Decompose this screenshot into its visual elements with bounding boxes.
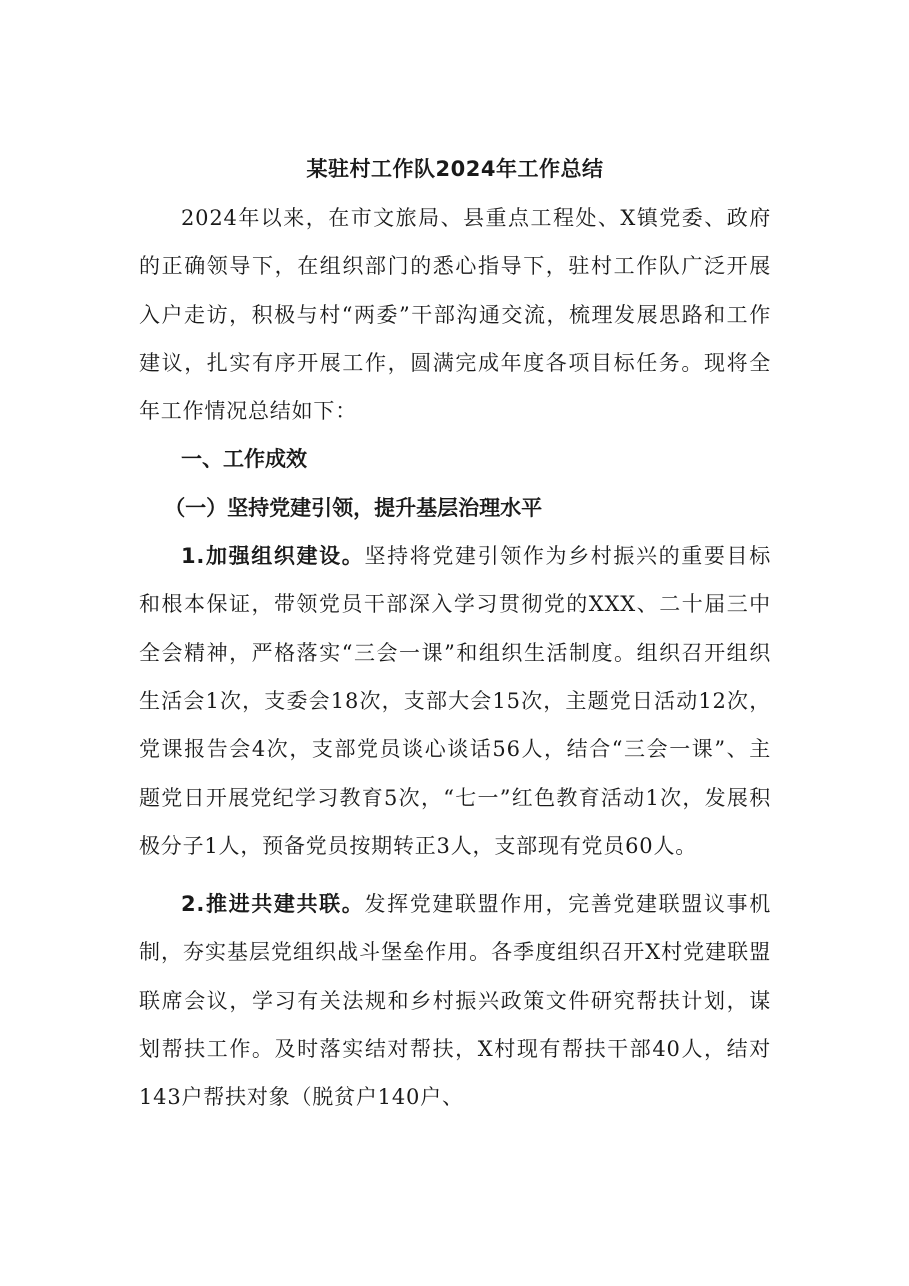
item-text: 坚持将党建引领作为乡村振兴的重要目标和根本保证，带领党员干部深入学习贯彻党的XXX、二十届三中全会精神，严格落实“三会一课”和组织生活制度。组织召开组织生活会1次，支委会18次，支部大会15次，主题党日活动12次，党课报告会4次，支部党员谈心谈话56人，结合“三会一课”、主题党日开展党纪学习教育5次，“七一”红色教育活动1次，发展积极分子1人，预备党员按期转正3人，支部现有党员60人。: [139, 544, 771, 858]
item-text: 发挥党建联盟作用，完善党建联盟议事机制，夯实基层党组织战斗堡垒作用。各季度组织召开X村党建联盟联席会议，学习有关法规和乡村振兴政策文件研究帮扶计划，谋划帮扶工作。及时落实结对帮扶，X村现有帮扶干部40人，结对143户帮扶对象（脱贫户140户、: [139, 892, 771, 1110]
item-title: 1.加强组织建设。: [181, 544, 365, 569]
section-heading-achievements: 一、工作成效: [181, 447, 307, 472]
document-title: 某驻村工作队2024年工作总结: [306, 157, 604, 181]
item-organization-building: [139, 532, 771, 870]
item-joint-construction: [139, 880, 771, 1121]
intro-paragraph: 2024年以来，在市文旅局、县重点工程处、X镇党委、政府的正确领导下，在组织部门的悉心指导下，驻村工作队广泛开展入户走访，积极与村“两委”干部沟通交流，梳理发展思路和工作建议，扎实有序开展工作，圆满完成年度各项目标任务。现将全年工作情况总结如下：: [139, 206, 771, 424]
subsection-heading-party-building: （一）坚持党建引领，提升基层治理水平: [164, 495, 543, 520]
document-body: [139, 148, 771, 1132]
item-title: 2.推进共建共联。: [181, 892, 365, 917]
